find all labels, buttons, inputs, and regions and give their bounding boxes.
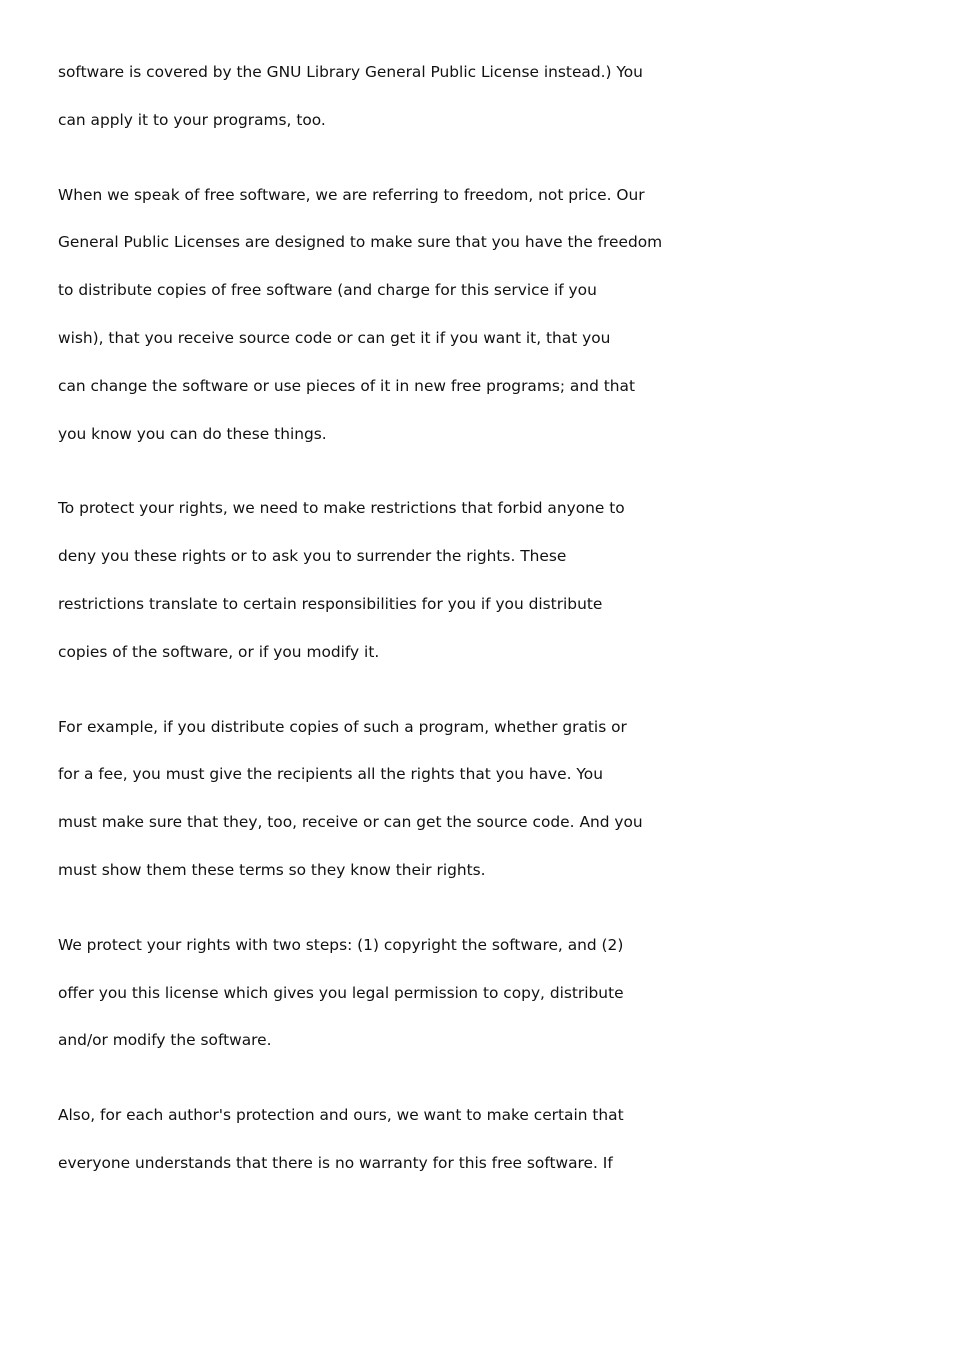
paragraph-line: wish), that you receive source code or can get it if you want it, that you [58,328,611,347]
paragraph-2 [58,182,878,448]
paragraph-line: copies of the software, or if you modify it. [58,642,380,661]
paragraph-line: must make sure that they, too, receive or can get the source code. And you [58,813,643,832]
paragraph-6 [58,1102,878,1177]
license-text [58,59,878,1225]
paragraph-3 [58,495,878,665]
paragraph-line: offer you this license which gives you legal permission to copy, distribute [58,983,624,1002]
paragraph-line: for a fee, you must give the recipients all the rights that you have. You [58,765,603,784]
paragraph-line: deny you these rights or to ask you to surrender the rights. These [58,547,567,566]
paragraph-line: For example, if you distribute copies of such a program, whether gratis or [58,717,627,736]
paragraph-1 [58,59,878,134]
paragraph-line: can change the software or use pieces of it in new free programs; and that [58,376,636,395]
paragraph-line: When we speak of free software, we are referring to freedom, not price. Our [58,185,645,204]
paragraph-line: to distribute copies of free software (and charge for this service if you [58,281,597,300]
paragraph-line: restrictions translate to certain responsibilities for you if you distribute [58,594,603,613]
paragraph-line: everyone understands that there is no warranty for this free software. If [58,1153,613,1172]
paragraph-line: software is covered by the GNU Library General Public License instead.) You [58,63,643,81]
paragraph-line: Also, for each author's protection and ours, we want to make certain that [58,1106,624,1125]
paragraph-4 [58,714,878,884]
paragraph-5 [58,932,878,1055]
paragraph-line: and/or modify the software. [58,1031,272,1050]
paragraph-line: can apply it to your programs, too. [58,110,326,129]
paragraph-line: We protect your rights with two steps: (1) copyright the software, and (2) [58,935,624,954]
paragraph-line: you know you can do these things. [58,424,327,443]
paragraph-line: must show them these terms so they know their rights. [58,860,486,879]
paragraph-line: To protect your rights, we need to make restrictions that forbid anyone to [58,499,625,518]
paragraph-line: General Public Licenses are designed to make sure that you have the freedom [58,233,663,252]
